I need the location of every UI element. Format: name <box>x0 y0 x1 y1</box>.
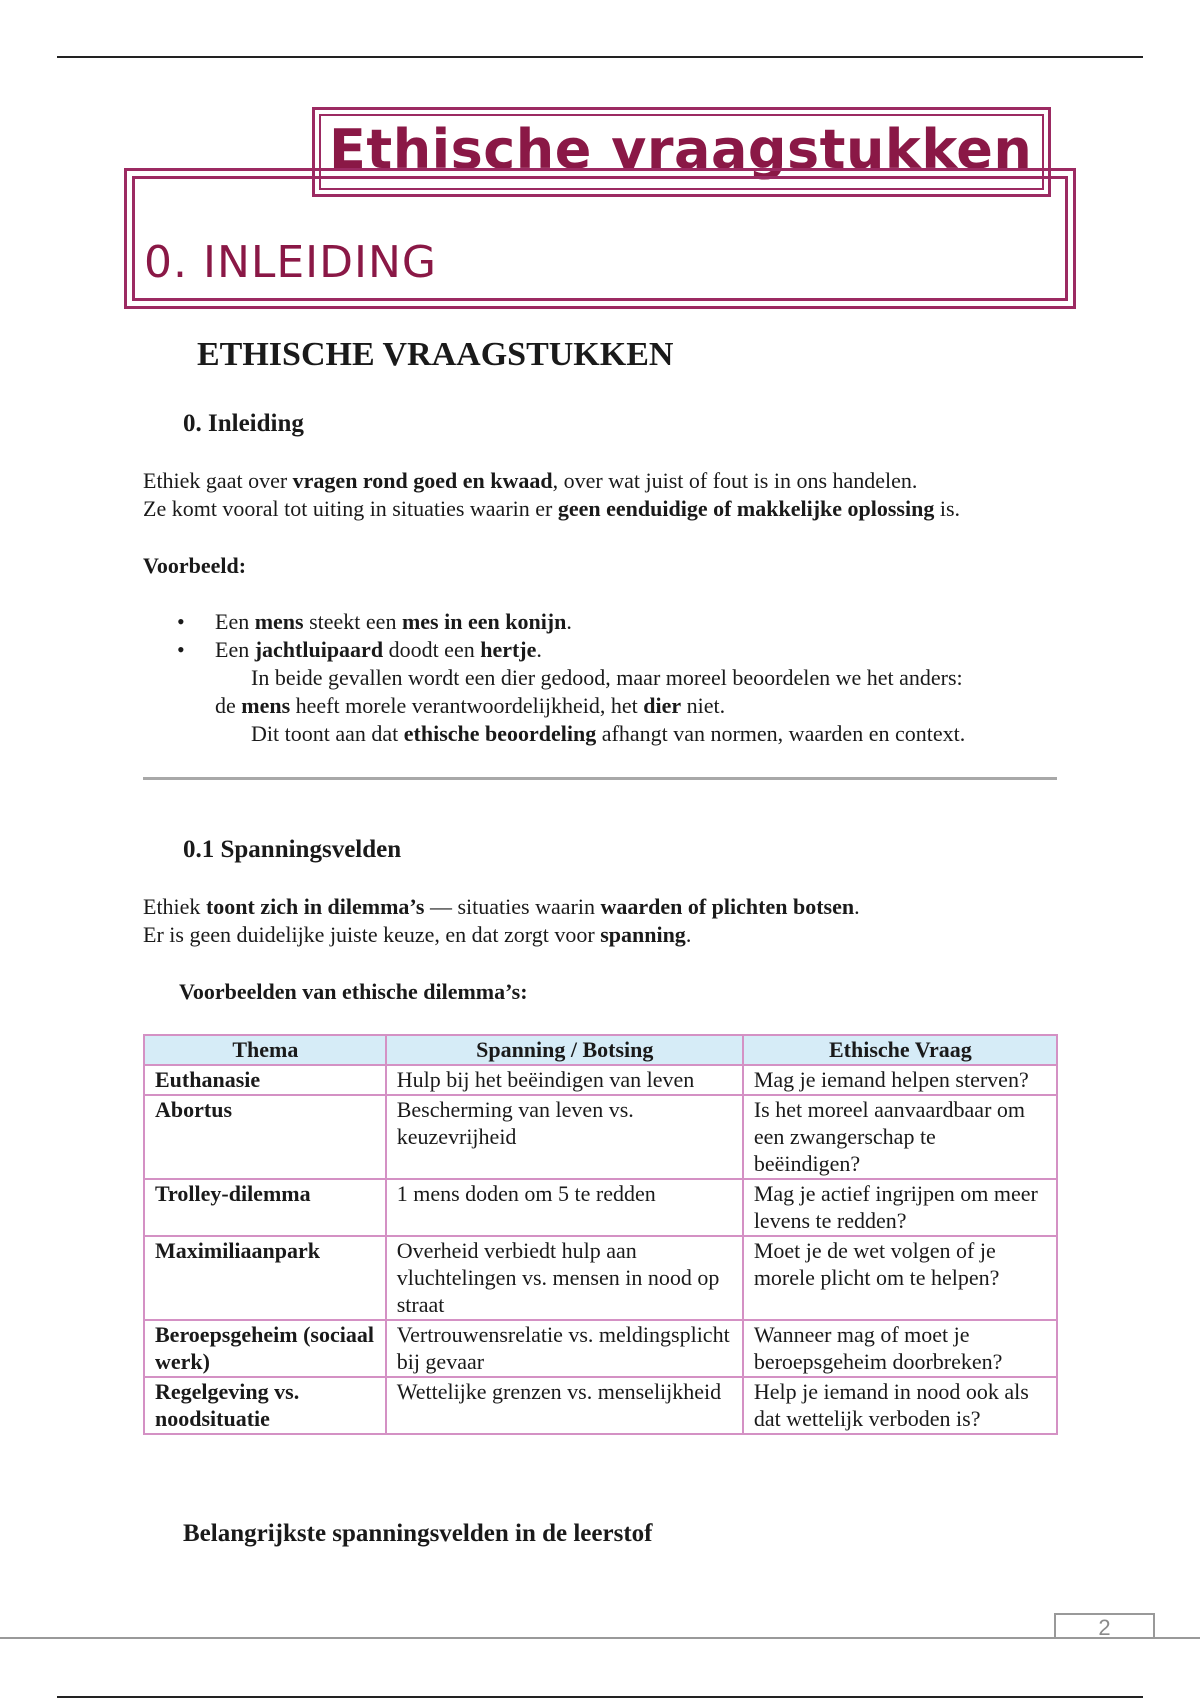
table-caption: Voorbeelden van ethische dilemma’s: <box>179 979 528 1004</box>
intro-paragraph: Ethiek gaat over vragen rond goed en kwaad, over wat juist of fout is in ons handelen. Ze komt vooral tot uiting in situaties waarin er geen eenduidige of makkelijke oplossing is. <box>143 468 961 521</box>
example-list <box>143 608 965 748</box>
table-row <box>144 1095 1057 1179</box>
example-label: Voorbeeld: <box>143 553 247 578</box>
tension-cell: Overheid verbiedt hulp aan vluchtelingen vs. mensen in nood op straat <box>386 1236 743 1320</box>
section-heading-spanningsvelden: 0.1 Spanningsvelden <box>183 836 402 863</box>
theme-cell: Beroepsgeheim (sociaal werk) <box>144 1320 386 1377</box>
theme-cell: Trolley-dilemma <box>144 1179 386 1236</box>
page-title: ETHISCHE VRAAGSTUKKEN <box>197 336 674 373</box>
theme-cell: Abortus <box>144 1095 386 1179</box>
question-cell: Mag je iemand helpen sterven? <box>743 1065 1057 1095</box>
section-divider <box>143 777 1057 780</box>
column-header: Spanning / Botsing <box>386 1035 743 1065</box>
example-explanation: de mens heeft morele verantwoordelijkheid, het dier niet. <box>215 693 726 718</box>
table-row <box>144 1377 1057 1434</box>
column-header: Thema <box>144 1035 386 1065</box>
table-row <box>144 1065 1057 1095</box>
tension-cell: Vertrouwensrelatie vs. meldingsplicht bij gevaar <box>386 1320 743 1377</box>
question-cell: Moet je de wet volgen of je morele plicht om te helpen? <box>743 1236 1057 1320</box>
question-cell: Help je iemand in nood ook als dat wettelijk verboden is? <box>743 1377 1057 1434</box>
list-item: • Een mens steekt een mes in een konijn. <box>177 609 572 634</box>
table-row <box>144 1320 1057 1377</box>
page-bottom-rule <box>57 1696 1143 1698</box>
theme-cell: Regelgeving vs. noodsituatie <box>144 1377 386 1434</box>
question-cell: Is het moreel aanvaardbaar om een zwangerschap te beëindigen? <box>743 1095 1057 1179</box>
example-explanation: In beide gevallen wordt een dier gedood, maar moreel beoordelen we het anders: <box>251 665 963 690</box>
column-header: Ethische Vraag <box>743 1035 1057 1065</box>
table-header-row <box>144 1035 1057 1065</box>
tension-cell: Hulp bij het beëindigen van leven <box>386 1065 743 1095</box>
table-row <box>144 1179 1057 1236</box>
tension-cell: 1 mens doden om 5 te redden <box>386 1179 743 1236</box>
table-row <box>144 1236 1057 1320</box>
dilemma-table <box>143 1034 1058 1435</box>
document-banner-title: Ethische vraagstukken <box>329 118 1033 181</box>
theme-cell: Maximiliaanpark <box>144 1236 386 1320</box>
chapter-banner <box>124 168 1076 309</box>
header-rule <box>57 56 1143 58</box>
tension-cell: Bescherming van leven vs. keuzevrijheid <box>386 1095 743 1179</box>
footer-rule <box>0 1637 1200 1639</box>
tension-cell: Wettelijke grenzen vs. menselijkheid <box>386 1377 743 1434</box>
section-heading-inleiding: 0. Inleiding <box>183 410 304 437</box>
page-number: 2 <box>1054 1613 1155 1639</box>
spanning-paragraph: Ethiek toont zich in dilemma’s — situaties waarin waarden of plichten botsen. Er is geen duidelijke juiste keuze, en dat zorgt voor spanning. <box>143 894 860 947</box>
section-heading-belangrijkste: Belangrijkste spanningsvelden in de leerstof <box>183 1520 653 1547</box>
question-cell: Wanneer mag of moet je beroepsgeheim doorbreken? <box>743 1320 1057 1377</box>
list-item: • Een jachtluipaard doodt een hertje. <box>177 637 542 662</box>
example-conclusion: Dit toont aan dat ethische beoordeling afhangt van normen, waarden en context. <box>251 721 966 746</box>
question-cell: Mag je actief ingrijpen om meer levens te redden? <box>743 1179 1057 1236</box>
chapter-title: 0. INLEIDING <box>144 237 438 288</box>
theme-cell: Euthanasie <box>144 1065 386 1095</box>
